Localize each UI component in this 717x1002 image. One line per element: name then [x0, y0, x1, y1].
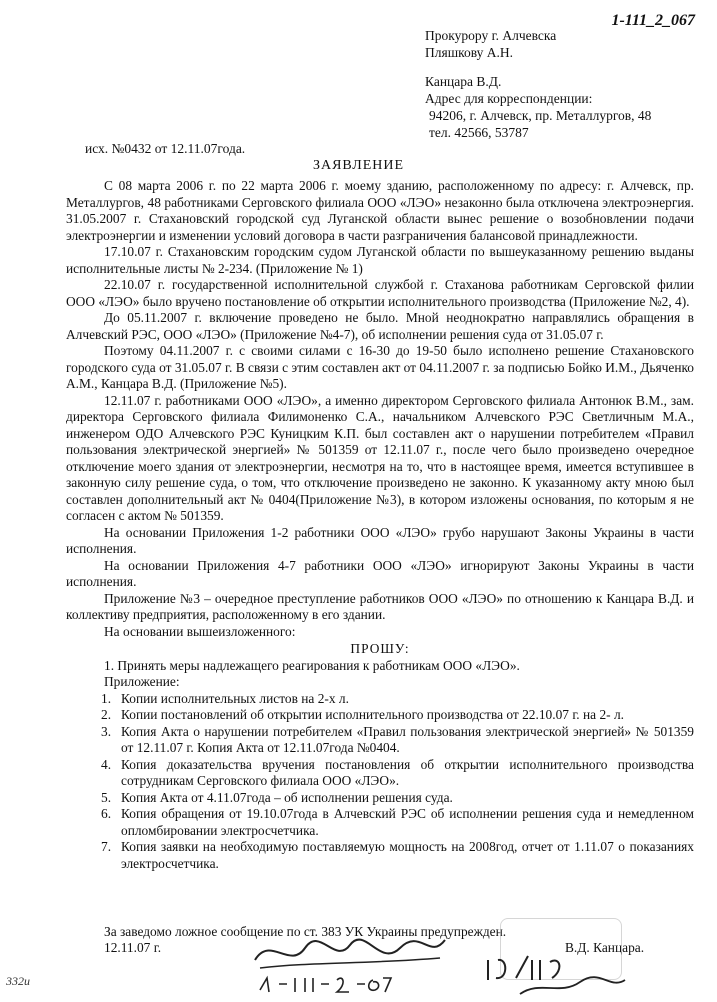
request-item: 1. Принять меры надлежащего реагирования к работникам ООО «ЛЭО».	[104, 657, 520, 673]
document-body	[66, 178, 694, 872]
paragraph: На основании Приложения 1-2 работники ООО «ЛЭО» грубо нарушают Законы Украины в части исполнения.	[66, 524, 694, 556]
paragraph: С 08 марта 2006 г. по 22 марта 2006 г. моему зданию, расположенному по адресу: г. Алчевск, пр. Металлургов, 48 работниками Серговского филиала ООО «ЛЭО» незаконно была отключена электроэнергия. 31.05.2007 г. Стахановский городской суд Луганской области вынес решение о возобновлении подачи электроэнергии и изменении условий договора в части разграничения балансовой принадлежности.	[66, 178, 694, 243]
document-title: ЗАЯВЛЕНИЕ	[312, 158, 405, 173]
handwritten-signature	[250, 930, 450, 975]
address-value: 94206, г. Алчевск, пр. Металлургов, 48	[429, 108, 652, 123]
list-item: 6. Копия обращения от 19.10.07года в Алчевский РЭС об исполнении решения суда и немедленном опломбировании электросчетчика.	[101, 806, 694, 838]
paragraph: На основании вышеизложенного:	[104, 623, 296, 639]
signature-date: 12.11.07 г.	[104, 940, 162, 955]
list-item: 3. Копия Акта о нарушении потребителем «Правил пользования электрической энергией» № 501359 от 12.11.07 г. Копия Акта от 12.11.07года №0404.	[101, 723, 694, 755]
addressee-line2: Пляшкову А.Н.	[425, 45, 514, 60]
signer-name: В.Д. Канцара.	[565, 940, 645, 955]
attachments-list	[66, 691, 694, 873]
paragraph: На основании Приложения 4-7 работники ООО «ЛЭО» игнорируют Законы Украины в части исполнения.	[66, 557, 694, 589]
paragraph: 17.10.07 г. Стахановским городским судом Луганской области по вышеуказанному решению выданы исполнительные листы № 2-234. (Приложение № 1)	[66, 244, 694, 276]
paragraph: 22.10.07 г. государственной исполнительной службой г. Стаханова работникам Серговской филии ООО «ЛЭО» было вручено постановление об открытии исполнительного производства (Приложение №2, 4).	[66, 277, 694, 309]
paragraph: До 05.11.2007 г. включение проведено не было. Мной неоднократно направлялись обращения в Алчевский РЭС, ООО «ЛЭО» (Приложение №4-7), об исполнении решения суда от 31.05.07 г.	[66, 310, 694, 342]
handwritten-registration-number	[255, 972, 395, 998]
request-title: ПРОШУ:	[350, 641, 410, 656]
list-item: 1. Копии исполнительных листов на 2-х л.	[101, 690, 349, 706]
outgoing-ref: исх. №0432 от 12.11.07года.	[85, 141, 246, 156]
paragraph: Приложение №3 – очередное преступление работников ООО «ЛЭО» по отношению к Канцара В.Д. и коллективу предприятия, расположенному в его здании.	[66, 590, 694, 622]
list-item: 4. Копия доказательства вручения постановления об открытии исполнительного производства сотрудникам Серговского филиала ООО «ЛЭО».	[101, 756, 694, 788]
list-item: 2. Копии постановлений об открытии исполнительного производства от 22.10.07 г. на 2- л.	[101, 707, 624, 722]
addressee-block	[425, 27, 705, 141]
sender-name: Канцара В.Д.	[425, 74, 502, 89]
paragraph: Поэтому 04.11.2007 г. с своими силами с 16-30 до 19-50 было исполнено решение Стахановского городского суда от 31.05.07 г. В связи с этим составлен акт от 04.11.2007 г. за подписью Бойко И.М., Дьяченко А.М., Канцара В.Д. (Приложение №5).	[66, 343, 694, 391]
margin-note: 332и	[6, 974, 30, 988]
paragraph: 12.11.07 г. работниками ООО «ЛЭО», а именно директором Серговского филиала Антонюк В.М., зам. директора Серговского филиала Филимоненко С.А., начальником Алчевского РЭС Светличным М.А., инженером ОДО Алчевского РЭС Куницким К.П. был составлен акт о нарушении потребителем «Правил пользования электрической энергией» № 501359 от 12.11.07 г., после чего было произведено очередное отключение моего здания от электроэнергии, несмотря на то, что в настоящее время, имеется вступившее в законную силу решение суда, о том, что отключение произведено не законно. К указанному акту мною был составлен дополнительный акт № 0404(Приложение №3), в котором изложены основания, по которым я не согласен с актом № 501359.	[66, 392, 694, 523]
warning-line: За заведомо ложное сообщение по ст. 383 УК Украины предупрежден.	[104, 924, 507, 939]
list-item: 5. Копия Акта от 4.11.07года – об исполнении решения суда.	[101, 789, 453, 805]
stamp-date-signature	[480, 950, 630, 998]
attachments-label: Приложение:	[104, 674, 180, 689]
addressee-line1: Прокурору г. Алчевска	[425, 28, 557, 43]
phone-value: тел. 42566, 53787	[429, 125, 529, 140]
document-code: 1-111_2_067	[611, 12, 695, 29]
address-label: Адрес для корреспонденции:	[425, 91, 593, 106]
list-item: 7. Копия заявки на необходимую поставляемую мощность на 2008год, отчет от 1.11.07 о показаниях электросчетчика.	[101, 839, 694, 871]
